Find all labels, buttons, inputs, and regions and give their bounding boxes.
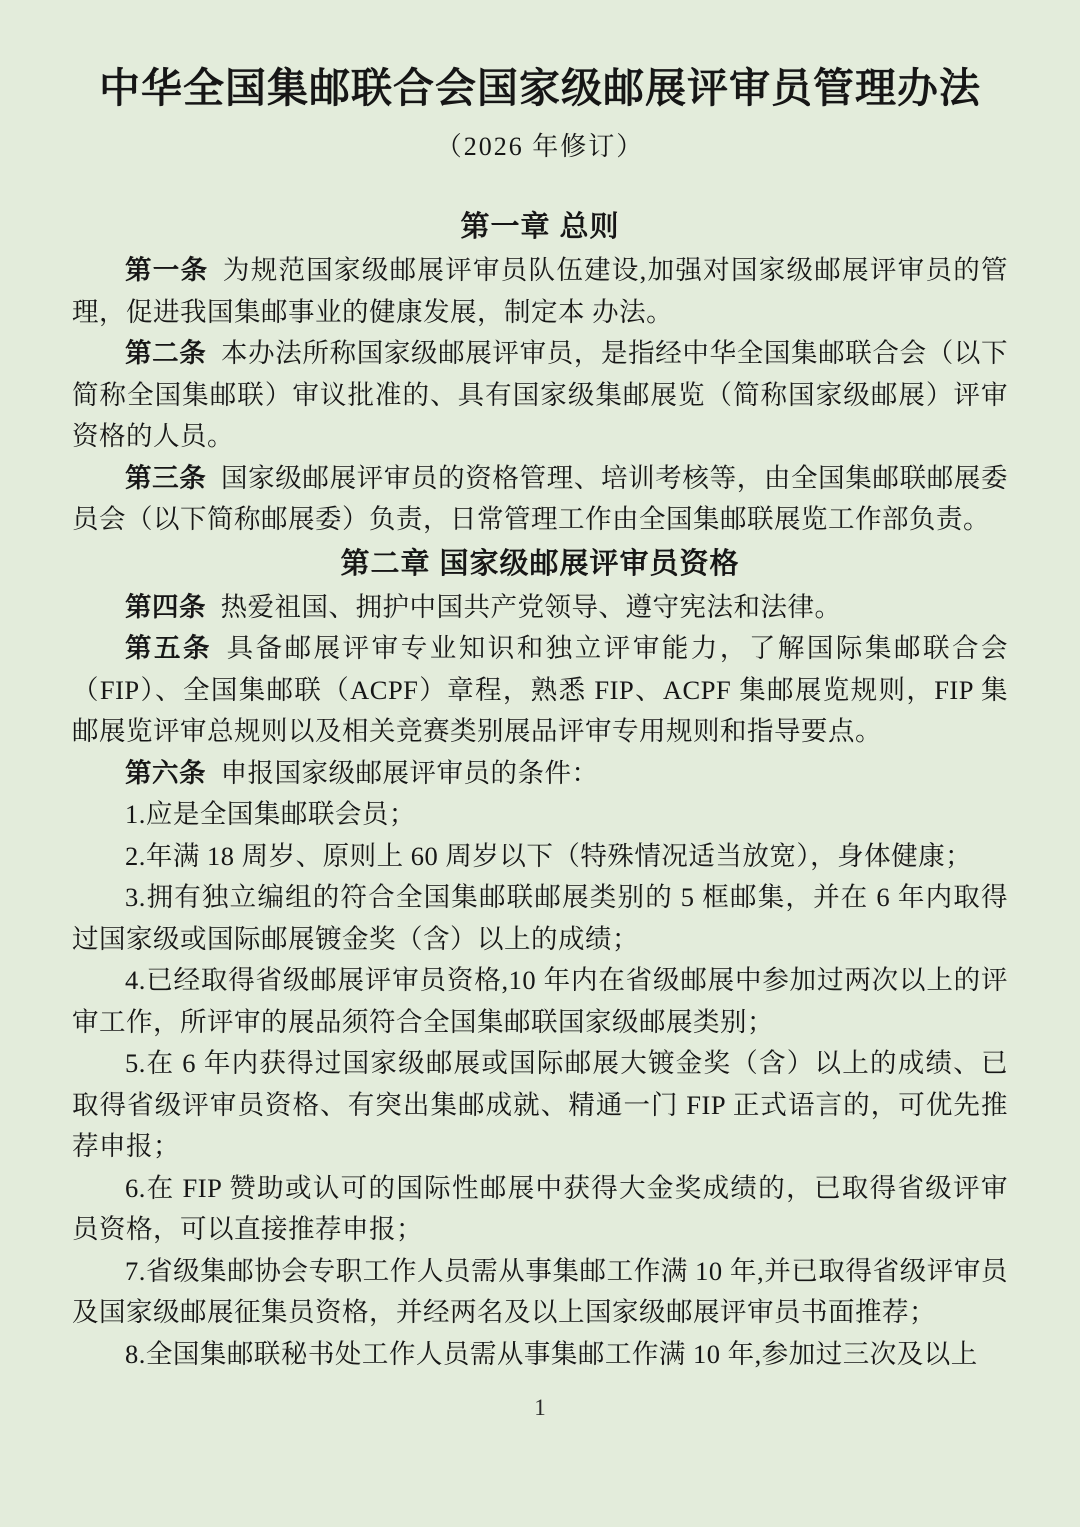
- list-item: [72, 1334, 1008, 1376]
- article-label: 第五条: [125, 633, 213, 663]
- list-item: [72, 794, 1008, 836]
- paragraph-text: 申报国家级邮展评审员的条件：: [220, 757, 599, 788]
- paragraph-text: 3.拥有独立编组的符合全国集邮联邮展类别的 5 框邮集，并在 6 年内取得过国家级或国际邮展镀金奖（含）以上的成绩；: [72, 882, 1008, 954]
- list-item: [72, 1043, 1008, 1168]
- paragraph-text: 5.在 6 年内获得过国家级邮展或国际邮展大镀金奖（含）以上的成绩、已取得省级评审员资格、有突出集邮成就、精通一门 FIP 正式语言的，可优先推荐申报；: [72, 1048, 1008, 1161]
- article-paragraph: [72, 333, 1008, 458]
- article-label: 第四条: [125, 591, 206, 622]
- paragraph-text: 6.在 FIP 赞助或认可的国际性邮展中获得大金奖成绩的，已取得省级评审员资格，可以直接推荐申报；: [72, 1172, 1008, 1244]
- paragraph-text: 为规范国家级邮展评审员队伍建设,加强对国家级邮展评审员的管理，促进我国集邮事业的健康发展，制定本 办法。: [72, 255, 1009, 327]
- list-item: [72, 1251, 1008, 1334]
- page-number: 1: [534, 1395, 546, 1420]
- list-item: [72, 960, 1008, 1043]
- list-item: [72, 836, 1008, 878]
- article-label: 第二条: [125, 338, 207, 368]
- paragraph-text: 1.应是全国集邮联会员；: [125, 799, 416, 829]
- article-paragraph: [72, 250, 1008, 333]
- article-paragraph: [72, 587, 1008, 629]
- paragraph-text: 具备邮展评审专业知识和独立评审能力，了解国际集邮联合会（FIP）、全国集邮联（ACPF）章程，熟悉 FIP、ACPF 集邮展览规则，FIP 集邮展览评审总规则以及相关竞赛类别展品评审专用规则和指导要点。: [72, 633, 1009, 746]
- article-label: 第三条: [125, 462, 207, 493]
- article-paragraph: [72, 628, 1008, 753]
- paragraph-text: 本办法所称国家级邮展评审员，是指经中华全国集邮联合会（以下简称全国集邮联）审议批准的、具有国家级集邮展览（简称国家级邮展）评审资格的人员。: [72, 338, 1009, 451]
- list-item: [72, 877, 1008, 960]
- list-item: [72, 1168, 1008, 1251]
- article-label: 第六条: [125, 757, 206, 788]
- paragraph-text: 8.全国集邮联秘书处工作人员需从事集邮工作满 10 年,参加过三次及以上: [125, 1338, 978, 1369]
- article-label: 第一条: [125, 255, 209, 285]
- paragraph-text: 国家级邮展评审员的资格管理、培训考核等，由全国集邮联邮展委员会（以下简称邮展委）负责，日常管理工作由全国集邮联展览工作部负责。: [72, 462, 1009, 534]
- article-paragraph: [72, 753, 1008, 795]
- article-paragraph: [72, 458, 1008, 541]
- chapter-heading: 第二章 国家级邮展评审员资格: [340, 547, 740, 580]
- chapter-heading: 第一章 总则: [460, 211, 620, 243]
- paragraph-text: 热爱祖国、拥护中国共产党领导、遵守宪法和法律。: [220, 591, 842, 622]
- paragraph-text: 7.省级集邮协会专职工作人员需从事集邮工作满 10 年,并已取得省级评审员及国家级邮展征集员资格，并经两名及以上国家级邮展评审员书面推荐；: [72, 1255, 1008, 1327]
- paragraph-text: 2.年满 18 周岁、原则上 60 周岁以下（特殊情况适当放宽），身体健康；: [125, 840, 973, 871]
- document-title: 中华全国集邮联合会国家级邮展评审员管理办法: [99, 65, 981, 111]
- paragraph-text: 4.已经取得省级邮展评审员资格,10 年内在省级邮展中参加过两次以上的评审工作，所评审的展品须符合全国集邮联国家级邮展类别；: [72, 965, 1008, 1037]
- document-subtitle: （2026 年修订）: [435, 132, 645, 161]
- document-body: [72, 204, 1008, 1375]
